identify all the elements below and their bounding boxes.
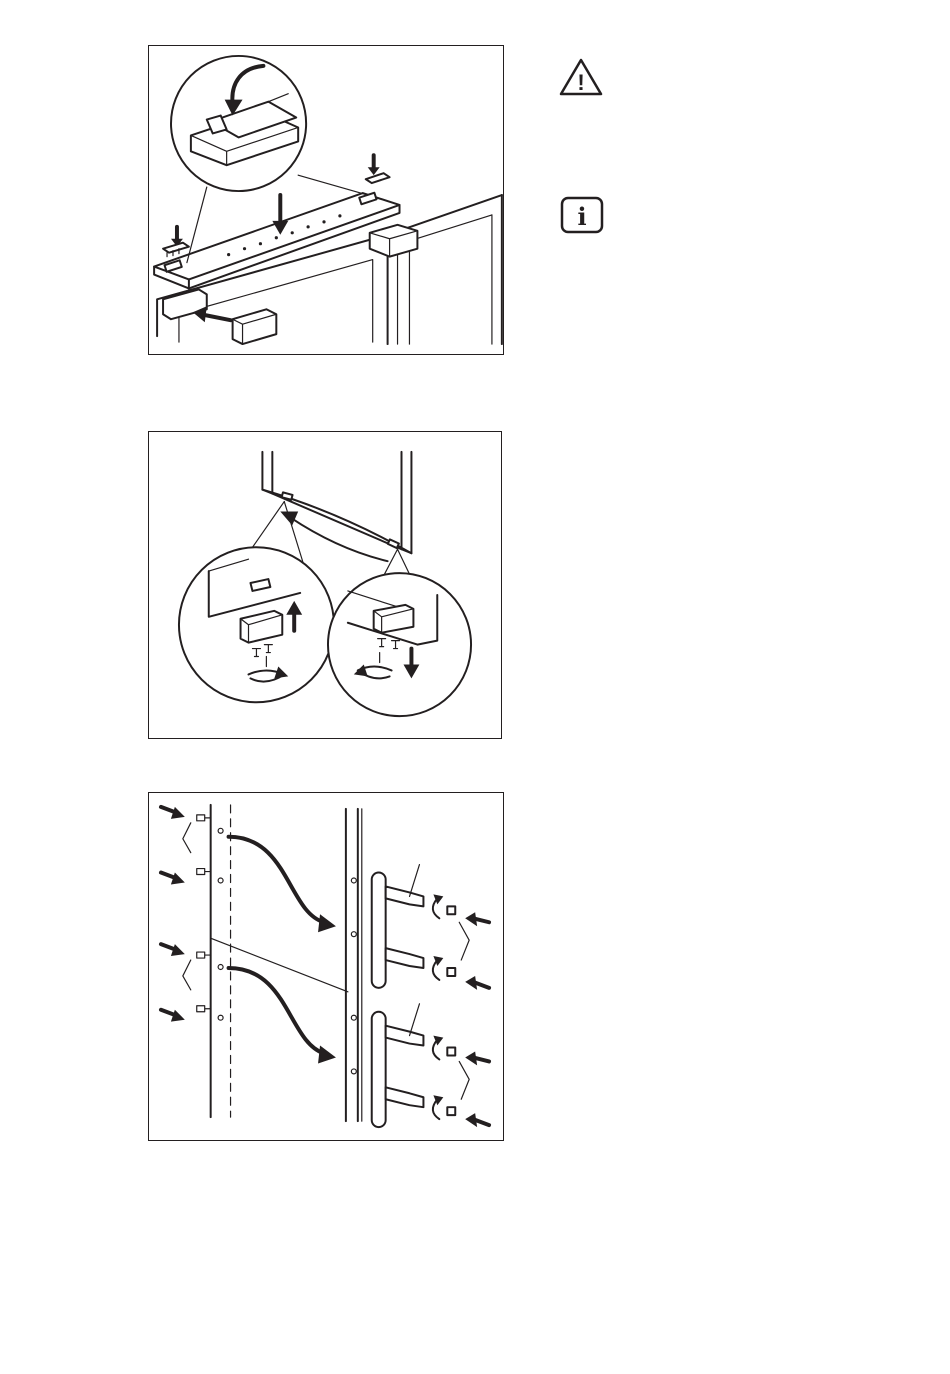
handle-relocation-illustration [149,793,503,1140]
door-stop-relocation-illustration [149,432,501,738]
warning-glyph: ! [577,70,585,95]
figure-door-stop-relocation [148,431,502,739]
cover-installation-illustration [149,46,503,354]
figure-cover-installation [148,45,504,355]
figure-handle-relocation [148,792,504,1141]
warning-triangle-icon [558,57,604,97]
information-glyph: i [577,202,587,231]
information-icon [560,196,604,234]
